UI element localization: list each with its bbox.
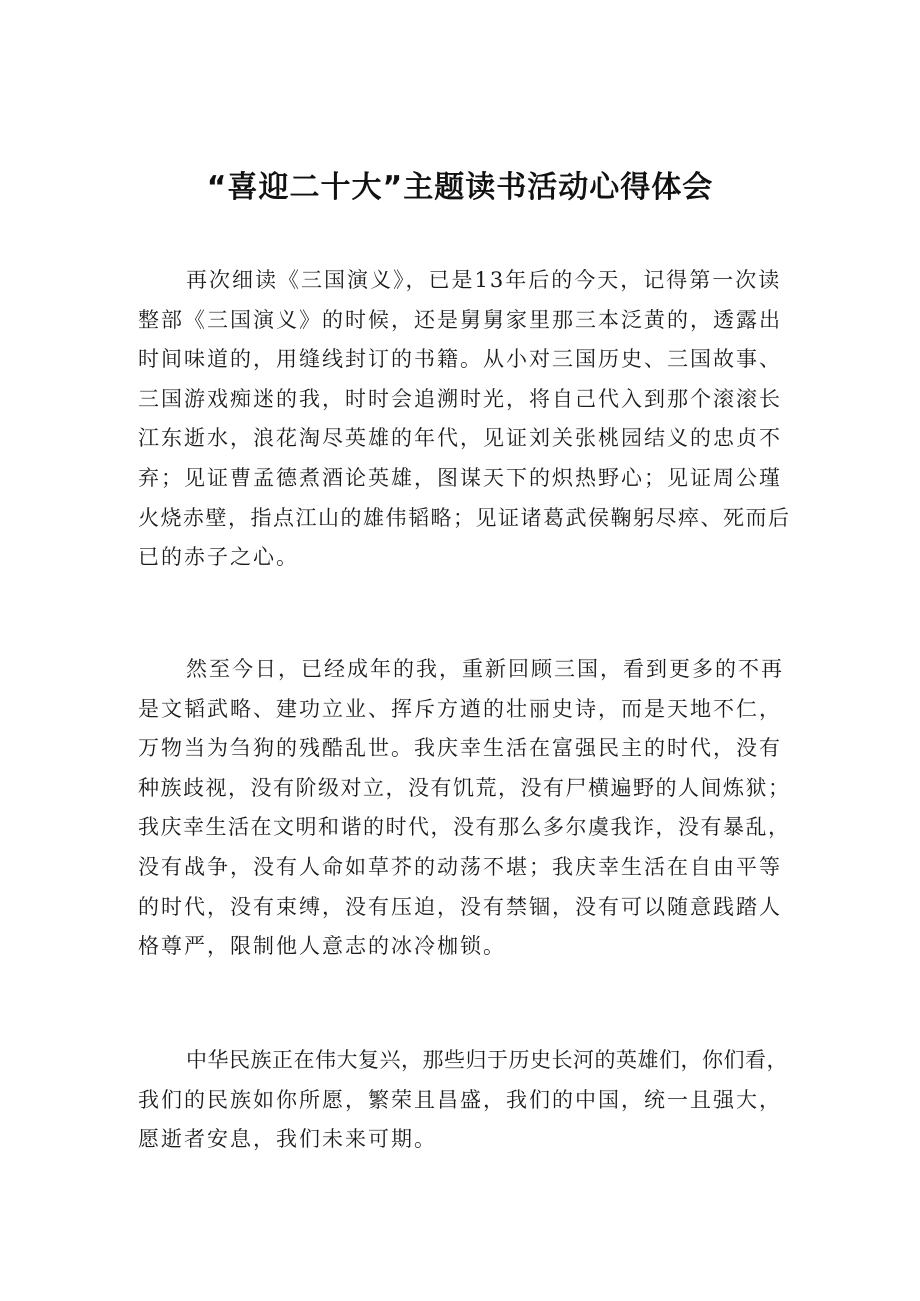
paragraph-line: 格尊严，限制他人意志的冰冷枷锁。 [138, 934, 506, 959]
paragraph-line: 然至今日，已经成年的我，重新回顾三国，看到更多的不再 [186, 657, 784, 681]
paragraph-line: 万物当为刍狗的残酷乱世。我庆幸生活在富强民主的时代，没有 [138, 736, 782, 761]
document-title: “喜迎二十大”主题读书活动心得体会 [206, 170, 714, 205]
paragraph-line: 整部《三国演义》的时候，还是舅舅家里那三本泛黄的，透露出 [138, 307, 782, 332]
paragraph-line: 愿逝者安息，我们未来可期。 [138, 1127, 437, 1152]
paragraph-1 [138, 261, 798, 578]
paragraph-line: 时间味道的，用缝线封订的书籍。从小对三国历史、三国故事、 [138, 347, 782, 372]
paragraph-line: 我庆幸生活在文明和谐的时代，没有那么多尔虞我诈，没有暴乱， [138, 815, 791, 840]
paragraph-line: 已的赤子之心。 [138, 545, 299, 570]
paragraph-line: 我们的民族如你所愿，繁荣且昌盛，我们的中国，统一且强大， [138, 1087, 782, 1112]
paragraph-line: 种族歧视，没有阶级对立，没有饥荒，没有尸横遍野的人间炼狱； [138, 775, 791, 800]
paragraph-2 [138, 650, 798, 967]
paragraph-line: 再次细读《三国演义》，已是13年后的今天，记得第一次读 [186, 268, 782, 292]
paragraph-line: 火烧赤壁，指点江山的雄伟韬略；见证诸葛武侯鞠躬尽瘁、死而后 [138, 505, 791, 530]
paragraph-line: 没有战争，没有人命如草芥的动荡不堪；我庆幸生活在自由平等 [138, 854, 782, 879]
paragraph-line: 是文韬武略、建功立业、挥斥方遒的壮丽史诗，而是天地不仁， [138, 696, 782, 721]
paragraph-line: 中华民族正在伟大复兴，那些归于历史长河的英雄们，你们看， [186, 1048, 788, 1072]
paragraph-line: 的时代，没有束缚，没有压迫，没有禁锢，没有可以随意践踏人 [138, 894, 782, 919]
paragraph-3 [138, 1041, 798, 1160]
paragraph-line: 三国游戏痴迷的我，时时会追溯时光，将自己代入到那个滚滚长 [138, 386, 782, 411]
paragraph-line: 江东逝水，浪花淘尽英雄的年代，见证刘关张桃园结义的忠贞不 [138, 426, 782, 451]
paragraph-line: 弃；见证曹孟德煮酒论英雄，图谋天下的炽热野心；见证周公瑾 [138, 465, 782, 490]
